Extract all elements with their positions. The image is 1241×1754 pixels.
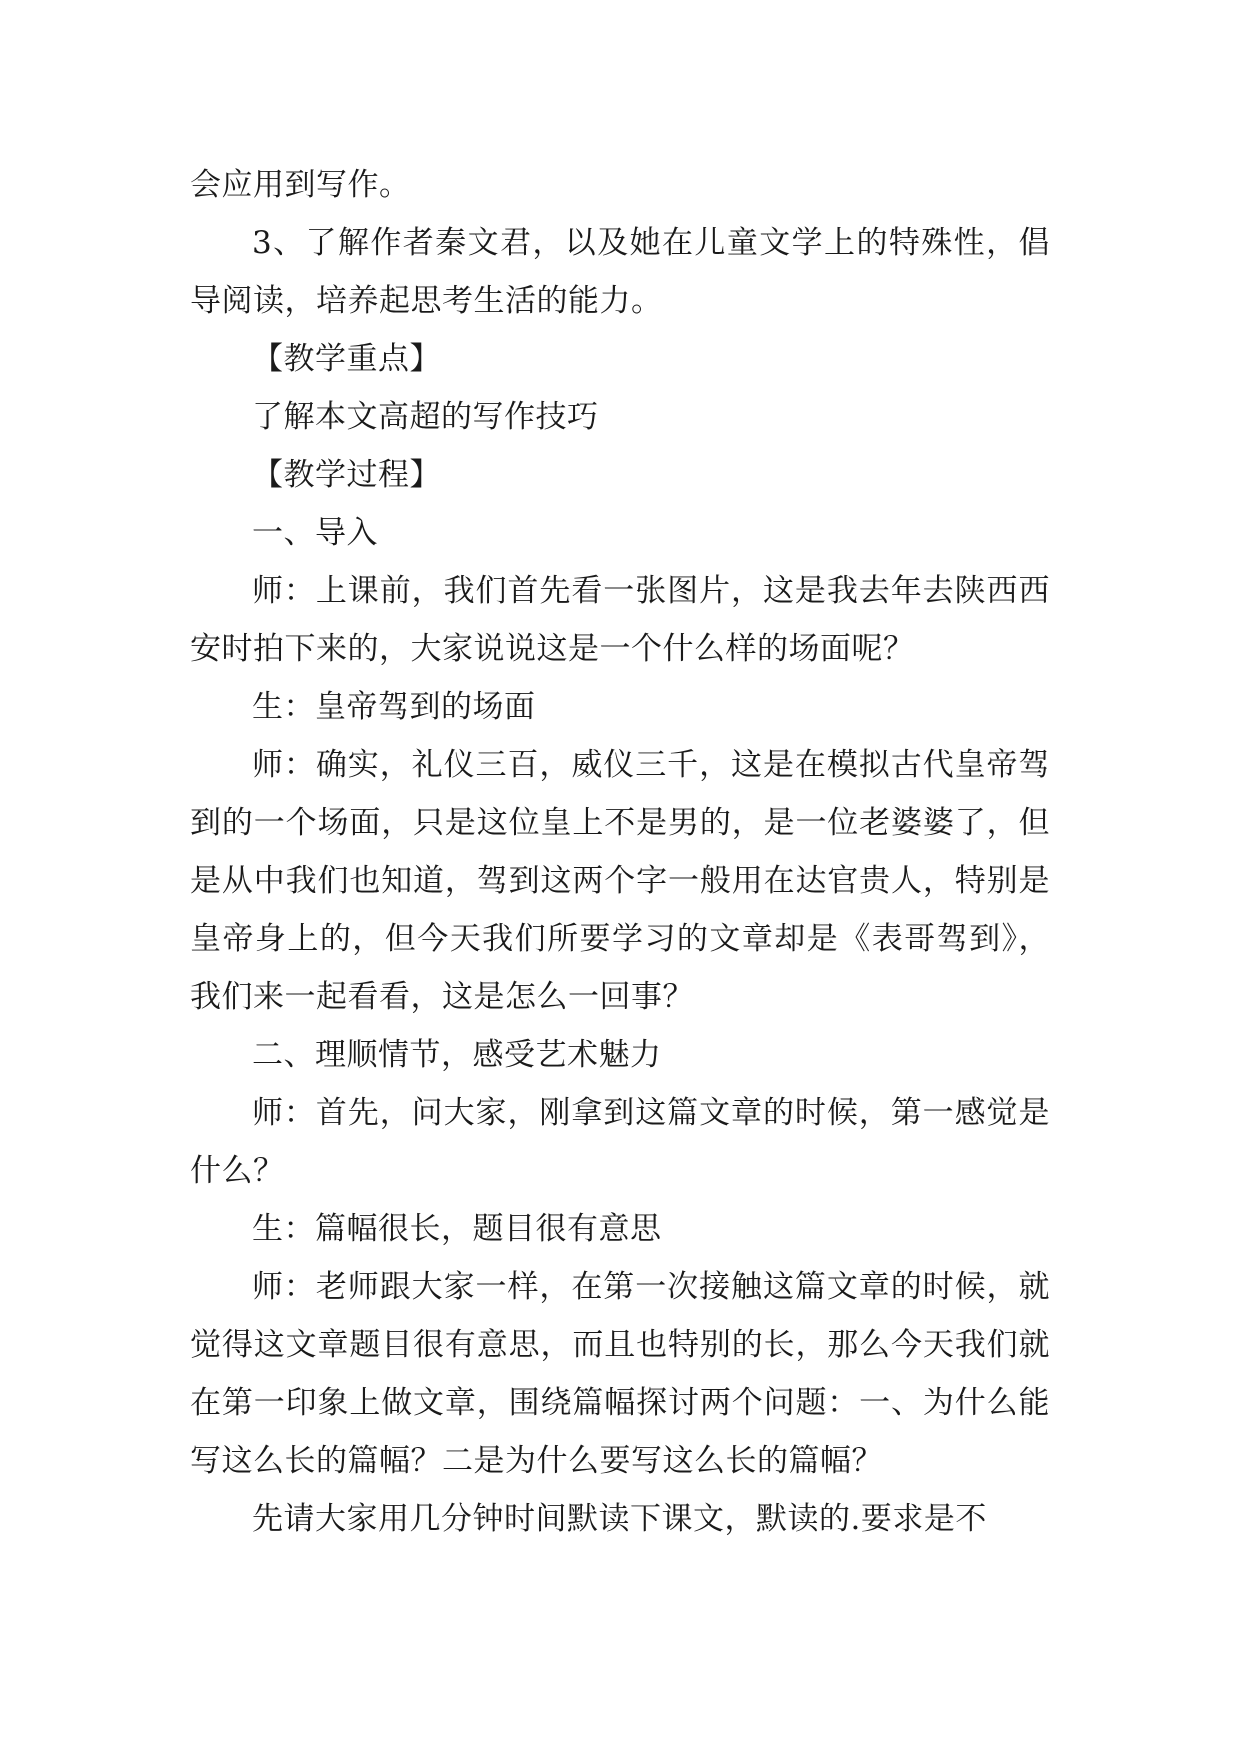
- paragraph: 会应用到写作。: [190, 167, 411, 203]
- paragraph: 3、了解作者秦文君，以及她在儿童文学上的特殊性，倡导阅读，培养起思考生活的能力。: [190, 225, 1050, 319]
- paragraph: 师：老师跟大家一样，在第一次接触这篇文章的时候，就觉得这文章题目很有意思，而且也特别的长，那么今天我们就在第一印象上做文章，围绕篇幅探讨两个问题：一、为什么能写这么长的篇幅？二是为什么要写这么长的篇幅？: [190, 1269, 1050, 1479]
- section-heading: 【教学过程】: [252, 457, 441, 493]
- paragraph: 师：确实，礼仪三百，威仪三千，这是在模拟古代皇帝驾到的一个场面，只是这位皇上不是男的，是一位老婆婆了，但是从中我们也知道，驾到这两个字一般用在达官贵人，特别是皇帝身上的，但今天我们所要学习的文章却是《表哥驾到》，我们来一起看看，这是怎么一回事？: [190, 747, 1050, 1015]
- section-heading: 【教学重点】: [252, 341, 441, 377]
- paragraph: 师：上课前，我们首先看一张图片，这是我去年去陕西西安时拍下来的，大家说说这是一个什么样的场面呢？: [190, 573, 1050, 667]
- paragraph: 生：篇幅很长，题目很有意思: [252, 1211, 662, 1247]
- paragraph: 师：首先，问大家，刚拿到这篇文章的时候，第一感觉是什么？: [190, 1095, 1050, 1189]
- subsection-heading: 一、导入: [252, 515, 378, 551]
- paragraph: 了解本文高超的写作技巧: [252, 399, 599, 435]
- document-body: [190, 156, 1050, 1548]
- paragraph: 先请大家用几分钟时间默读下课文，默读的.要求是不: [252, 1501, 987, 1537]
- paragraph: 生：皇帝驾到的场面: [252, 689, 536, 725]
- subsection-heading: 二、理顺情节，感受艺术魅力: [252, 1037, 662, 1073]
